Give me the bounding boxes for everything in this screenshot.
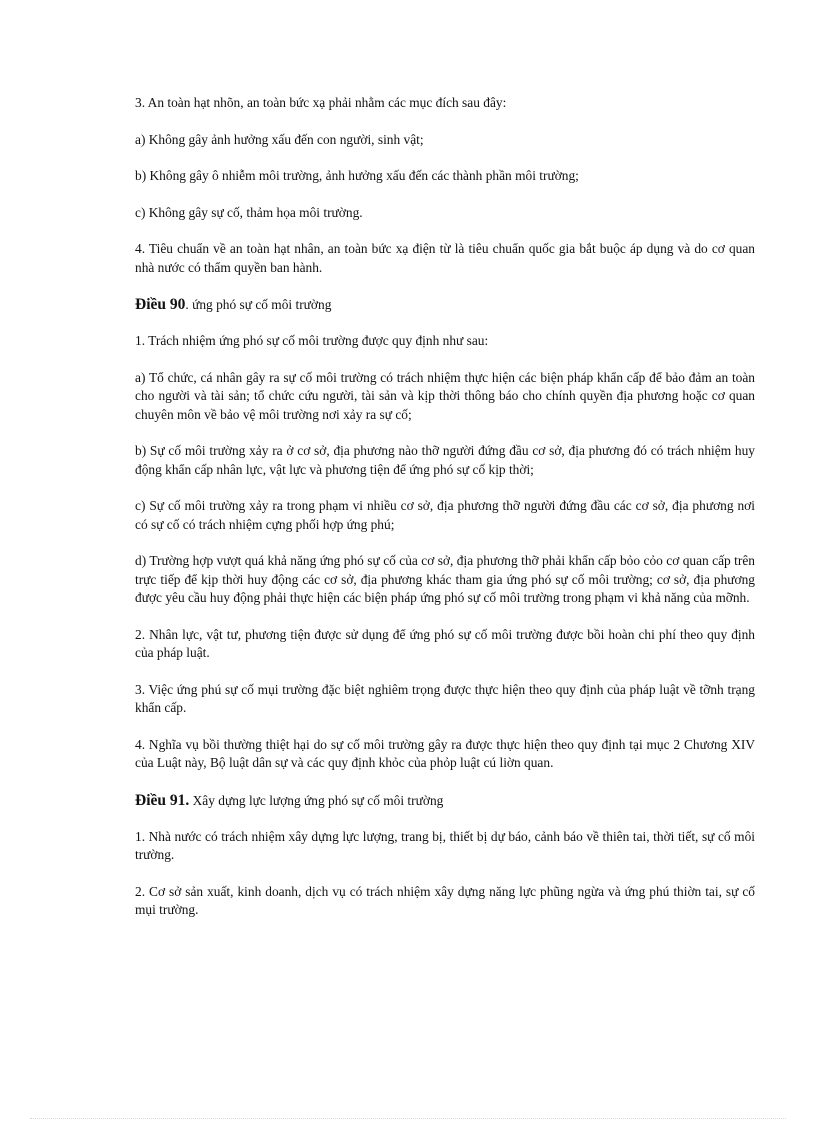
paragraph-90-item-b: b) Sự cố môi trường xảy ra ở cơ sở, địa phương nào thỡ người đứng đầu cơ sở, địa phương đó có trách nhiệm huy động khẩn cấp nhân lực, vật lực và phương tiện để ứng phó sự cố kịp thời; <box>135 443 755 477</box>
paragraph-91-clause-2: 2. Cơ sở sản xuất, kinh doanh, dịch vụ có trách nhiệm xây dựng năng lực phũng ngừa và ứng phú thiờn tai, sự cố mụi trường. <box>135 883 755 917</box>
article-90-number: Điều 90 <box>135 296 186 313</box>
paragraph-90-item-c: c) Sự cố môi trường xảy ra trong phạm vi nhiều cơ sở, địa phương thỡ người đứng đầu các cơ sở, địa phương nơi có sự cố có trách nhiệm cựng phối hợp ứng phú; <box>135 498 755 532</box>
paragraph-item-b-no-pollution: b) Không gây ô nhiễm môi trường, ảnh hưởng xấu đến các thành phần môi trường; <box>135 168 579 183</box>
paragraph-91-clause-1: 1. Nhà nước có trách nhiệm xây dựng lực lượng, trang bị, thiết bị dự báo, cảnh báo về thiên tai, thời tiết, sự cố môi trường. <box>135 828 755 862</box>
paragraph-90-clause-3: 3. Việc ứng phú sự cố mụi trường đặc biệt nghiêm trọng được thực hiện theo quy định của pháp luật về tỡnh trạng khẩn cấp. <box>135 681 755 715</box>
document-body <box>135 94 755 938</box>
paragraph-90-clause-2: 2. Nhân lực, vật tư, phương tiện được sử dụng để ứng phó sự cố môi trường được bồi hoàn chi phí theo quy định của pháp luật. <box>135 626 755 660</box>
paragraph-safety-goals: 3. An toàn hạt nhõn, an toàn bức xạ phải nhằm các mục đích sau đây: <box>135 95 507 110</box>
paragraph-item-a-no-harm: a) Không gây ảnh hưởng xấu đến con người, sinh vật; <box>135 131 424 147</box>
paragraph-90-item-d: d) Trường hợp vượt quá khả năng ứng phó sự cố của cơ sở, địa phương thỡ phải khẩn cấp bỏo cỏo cơ quan cấp trên trực tiếp để kịp thời huy động các cơ sở, địa phương khác tham gia ứng phó sự cố môi trường; cơ sở, địa phương được yêu cầu huy động phải thực hiện các biện pháp ứng phó sự cố môi trường trong phạm vi khả năng của mỡnh. <box>135 553 755 605</box>
article-90-heading <box>135 295 755 314</box>
paragraph-90-item-a: a) Tổ chức, cá nhân gây ra sự cố môi trường có trách nhiệm thực hiện các biện pháp khẩn cấp để bảo đảm an toàn cho người và tài sản; tổ chức cứu người, tài sản và kịp thời thông báo cho chính quyền địa phương hoặc cơ quan chuyên môn về bảo vệ môi trường nơi xảy ra sự cố; <box>135 369 755 422</box>
page-bottom-divider <box>30 1118 786 1119</box>
paragraph-90-responsibility: 1. Trách nhiệm ứng phó sự cố môi trường được quy định như sau: <box>135 333 489 348</box>
article-91-number: Điều 91. <box>135 791 190 809</box>
paragraph-item-c-no-incident: c) Không gây sự cố, thảm họa môi trường. <box>135 204 363 220</box>
article-90-title: . ứng phó sự cố môi trường <box>185 297 332 312</box>
article-91-heading <box>135 791 755 810</box>
paragraph-safety-standard: 4. Tiêu chuẩn về an toàn hạt nhân, an toàn bức xạ điện từ là tiêu chuẩn quốc gia bắt buộc áp dụng và do cơ quan nhà nước có thẩm quyền ban hành. <box>135 241 755 275</box>
article-91-title: Xây dựng lực lượng ứng phó sự cố môi trường <box>189 792 444 808</box>
paragraph-90-clause-4: 4. Nghĩa vụ bồi thường thiệt hại do sự cố môi trường gây ra được thực hiện theo quy định tại mục 2 Chương XIV của Luật này, Bộ luật dân sự và các quy định khỏc của phỏp luật cú liờn quan. <box>135 736 755 770</box>
